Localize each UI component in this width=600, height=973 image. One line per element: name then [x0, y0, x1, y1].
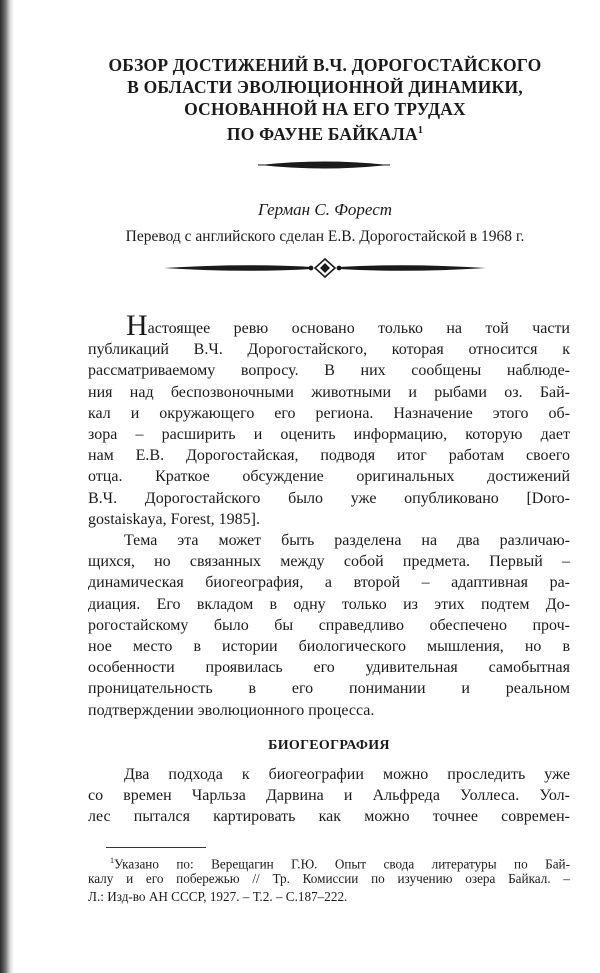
text-line: зора – расширить и оценить информацию, которую дает	[88, 425, 570, 443]
book-spine-shadow	[0, 0, 14, 973]
title-line-text: ПО ФАУНЕ БАЙКАЛА	[226, 123, 418, 144]
text-line: динамическая биогеография, а второй – адаптивная ра-	[88, 574, 570, 592]
translation-note: Перевод с английского сделан Е.В. Дорогостайской в 1968 г.	[125, 228, 525, 245]
paragraph-2	[88, 530, 570, 721]
text-line: лес пытался картировать как можно точнее современ-	[88, 808, 570, 826]
footnote-line: калу и его побережью // Тр. Комиссии по изучению озера Байкал. –	[88, 871, 570, 886]
text-line: отца. Краткое обсуждение оригинальных достижений	[88, 468, 570, 486]
text-line: подтверждении эволюционного процесса.	[88, 701, 375, 719]
footnote-mark: 1	[110, 856, 114, 865]
text-line: Тема эта может быть разделена на два различаю-	[124, 532, 570, 549]
text-line	[88, 309, 570, 342]
title-footnote-mark: 1	[417, 125, 424, 136]
text-line: со времен Чарльза Дарвина и Альфреда Уоллеса. Уол-	[88, 787, 570, 805]
text-line: нам Е.В. Дорогостайская, подводя итог работам своего	[88, 447, 570, 465]
footnote	[88, 852, 570, 906]
text-line: особенности проявилась его удивительная самобытная	[88, 659, 570, 677]
text-line: В.Ч. Дорогостайского было уже опубликовано [Doro-	[88, 489, 570, 507]
text-line: кал и окружающего его региона. Назначение этого об-	[88, 404, 570, 422]
footnote-line-content: Указано по: Верещагин Г.Ю. Опыт свода литературы по Бай-	[114, 856, 570, 872]
footnote-line	[88, 852, 570, 870]
article-title	[70, 54, 580, 145]
text-line: диация. Его вкладом в одну только из этих подтем До-	[88, 595, 570, 613]
text-line: ное место в истории биологического мышления, но в	[88, 637, 570, 655]
drop-cap: Н	[126, 309, 148, 342]
text-line: Два подхода к биогеографии можно проследить уже	[124, 766, 570, 783]
title-line: ОСНОВАННОЙ НА ЕГО ТРУДАХ	[184, 99, 466, 119]
footnote-rule	[106, 847, 206, 848]
text-line-content: астоящее ревю основано только на той части	[147, 320, 570, 337]
footnote-line: Л.: Изд-во АН СССР, 1927. – Т.2. – С.187–222.	[88, 889, 348, 904]
paragraph-3	[88, 764, 570, 828]
title-line: ОБЗОР ДОСТИЖЕНИЙ В.Ч. ДОРОГОСТАЙСКОГО	[108, 55, 542, 75]
text-line: gostaiskaya, Forest, 1985].	[88, 510, 260, 528]
paragraph-1	[88, 309, 570, 530]
text-line: ния над беспозвоночными животными и рыбами оз. Бай-	[88, 383, 570, 401]
text-line: проницательность в его понимании и реальном	[88, 680, 570, 698]
title-line	[70, 120, 580, 145]
ornament-divider-bottom	[162, 258, 488, 278]
text-line: рассматриваемому вопросу. В них сообщены наблюде-	[88, 362, 570, 380]
text-line: публикаций В.Ч. Дорогостайского, которая относится к	[88, 341, 570, 359]
text-line: рогостайскому было бы справедливо обеспечено проч-	[88, 616, 570, 634]
section-heading: БИОГЕОГРАФИЯ	[268, 738, 390, 753]
text-line: щихся, но связанных между собой предмета. Первый –	[88, 553, 570, 571]
ornament-divider-top	[258, 158, 390, 172]
title-line: В ОБЛАСТИ ЭВОЛЮЦИОННОЙ ДИНАМИКИ,	[127, 77, 523, 97]
author-name: Герман С. Форест	[257, 200, 393, 219]
